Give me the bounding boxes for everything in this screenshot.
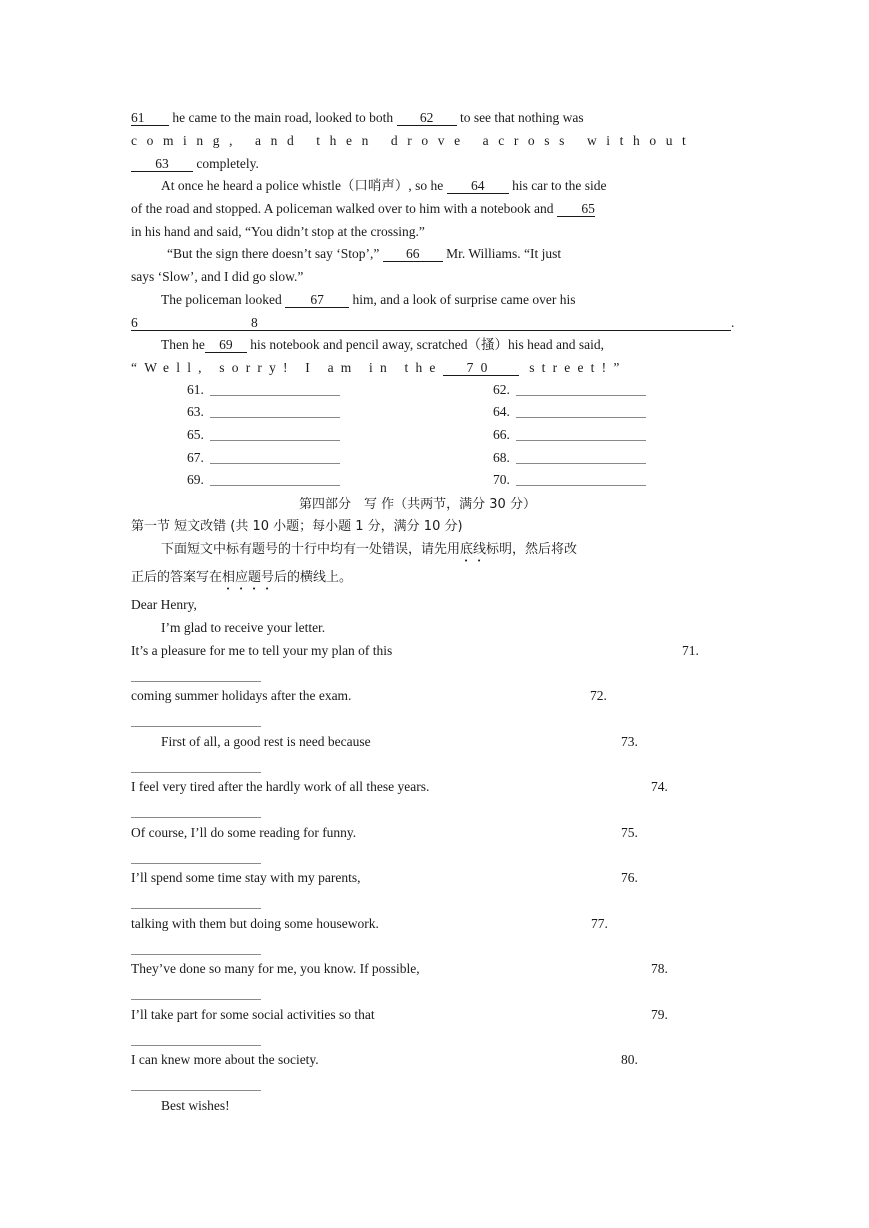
line-number: 80.: [621, 1052, 638, 1067]
section-title: 第一节 短文改错 (共 10 小题；每小题 1 分，满分 10 分): [131, 519, 463, 534]
cloze-text: “But the sign there doesn’t say ‘Stop’,”: [167, 246, 383, 261]
cloze-text: his car to the side: [508, 178, 607, 193]
letter-greeting: Dear Henry,: [131, 597, 197, 612]
letter-line-75: Of course, I’ll do some reading for funny.: [131, 825, 357, 840]
cloze-text: him, and a look of surprise came over his: [349, 292, 576, 307]
letter-intro: I’m glad to receive your letter.: [161, 620, 326, 635]
blank-68: 6 8: [131, 315, 731, 331]
blank-67: 67: [285, 292, 349, 308]
line-number: 74.: [651, 779, 668, 794]
blank-64: 64: [447, 178, 509, 194]
cloze-text: to see that nothing was: [456, 110, 584, 125]
answer-line-74[interactable]: [131, 817, 261, 818]
line-number: 77.: [591, 916, 608, 931]
letter-line-79: I’ll take part for some social activities so that: [131, 1007, 375, 1022]
cloze-line-2: coming, and then drove across without: [131, 133, 696, 148]
answer-line-72[interactable]: [131, 726, 261, 727]
answer-68[interactable]: 68.: [493, 449, 646, 467]
answer-line-76[interactable]: [131, 908, 261, 909]
answer-64[interactable]: 64.: [493, 403, 646, 421]
blank-69: 69: [205, 337, 247, 353]
cloze-line-7: [137, 245, 561, 263]
answer-66[interactable]: 66.: [493, 426, 646, 444]
letter-closing: Best wishes!: [161, 1098, 230, 1113]
line-number: 78.: [651, 961, 668, 976]
blank-70: 70: [443, 360, 519, 376]
cloze-line-9: [131, 291, 576, 309]
answer-line-80[interactable]: [131, 1090, 261, 1091]
instructions-line-2: 正后的答案写在相应题号后的横线上。: [131, 570, 353, 585]
cloze-line-11: [131, 336, 604, 354]
blank-66: 66: [383, 246, 443, 262]
answer-63[interactable]: 63.: [187, 403, 340, 421]
letter-line-80: I can knew more about the society.: [131, 1052, 319, 1067]
letter-line-73: First of all, a good rest is need because: [161, 734, 371, 749]
answer-line-73[interactable]: [131, 772, 261, 773]
blank-61: 61: [131, 110, 169, 126]
answer-line-78[interactable]: [131, 999, 261, 1000]
cloze-text: The policeman looked: [161, 292, 286, 307]
cloze-text: street!”: [518, 360, 627, 375]
cloze-line-6: in his hand and said, “You didn’t stop at the crossing.”: [131, 224, 425, 239]
answer-line-79[interactable]: [131, 1045, 261, 1046]
letter-line-76: I’ll spend some time stay with my parents,: [131, 870, 361, 885]
letter-line-72: coming summer holidays after the exam.: [131, 688, 352, 703]
cloze-text: .: [731, 315, 735, 330]
cloze-line-3: [131, 155, 259, 173]
cloze-text: he came to the main road, looked to both: [169, 110, 397, 125]
answer-65[interactable]: 65.: [187, 426, 340, 444]
line-number: 73.: [621, 734, 638, 749]
cloze-line-4: [131, 177, 607, 195]
cloze-line-8: says ‘Slow’, and I did go slow.”: [131, 269, 304, 284]
answer-69[interactable]: 69.: [187, 471, 340, 489]
answer-61[interactable]: 61.: [187, 381, 340, 399]
cloze-line-10: [131, 314, 735, 332]
line-number: 72.: [590, 688, 607, 703]
answer-62[interactable]: 62.: [493, 381, 646, 399]
cloze-line-12: [131, 359, 627, 377]
letter-line-74: I feel very tired after the hardly work of all these years.: [131, 779, 430, 794]
letter-line-78: They’ve done so many for me, you know. If possible,: [131, 961, 420, 976]
cloze-text: completely.: [193, 156, 259, 171]
cloze-line-1: [131, 109, 584, 127]
letter-line-77: talking with them but doing some housework.: [131, 916, 379, 931]
line-number: 75.: [621, 825, 638, 840]
letter-line-71: It’s a pleasure for me to tell your my plan of this: [131, 643, 393, 658]
exam-page: [131, 0, 737, 1228]
part-title: 第四部分 写 作（共两节，满分 30 分）: [299, 497, 536, 512]
answer-line-75[interactable]: [131, 863, 261, 864]
cloze-text: of the road and stopped. A policeman walked over to him with a notebook and: [131, 201, 557, 216]
blank-65: 65: [557, 201, 595, 217]
blank-63: 63: [131, 156, 193, 172]
cloze-text: Mr. Williams. “It just: [442, 246, 562, 261]
cloze-line-5: [131, 200, 595, 218]
answer-70[interactable]: 70.: [493, 471, 646, 489]
instructions-line-1: 下面短文中标有题号的十行中均有一处错误，请先用底线标明，然后将改: [161, 542, 578, 557]
cloze-text: At once he heard a police whistle（口哨声）, so he: [161, 178, 447, 193]
blank-62: 62: [397, 110, 457, 126]
line-number: 71.: [682, 643, 699, 658]
cloze-text: Then he: [161, 337, 205, 352]
cloze-text: “Well, sorry! I am in the: [131, 360, 443, 375]
answer-line-77[interactable]: [131, 954, 261, 955]
line-number: 76.: [621, 870, 638, 885]
answer-line-71[interactable]: [131, 681, 261, 682]
cloze-text: his notebook and pencil away, scratched（搔）his head and said,: [246, 337, 605, 352]
answer-67[interactable]: 67.: [187, 449, 340, 467]
line-number: 79.: [651, 1007, 668, 1022]
